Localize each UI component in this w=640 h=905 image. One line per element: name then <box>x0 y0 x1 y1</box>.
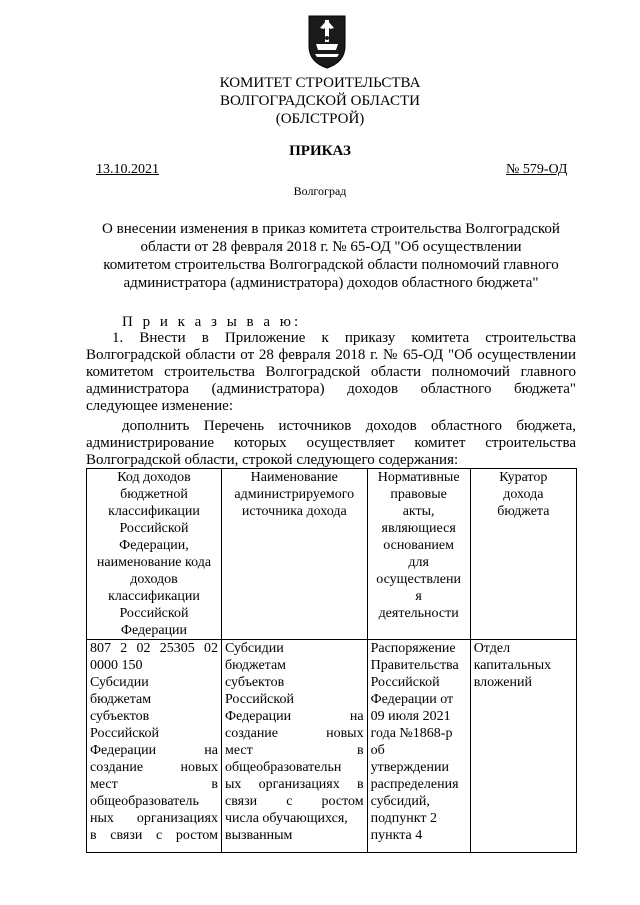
header-line: администрируемого <box>234 487 355 502</box>
cell-line: субсидий, <box>370 794 430 809</box>
cell-code <box>87 640 222 853</box>
org-abbrev: (ОБЛСТРОЙ) <box>275 111 365 127</box>
cell-line: Российской <box>90 726 159 741</box>
cell-line: ых организациях в <box>224 777 364 792</box>
cell-line: года №1868-р <box>370 726 453 741</box>
header-line: Российской <box>119 521 189 536</box>
header-line: Федерации <box>120 623 188 638</box>
header-line: правовые <box>390 487 447 502</box>
cell-line: подпункт 2 <box>370 811 438 826</box>
paragraph-line: следующее изменение: <box>86 398 234 414</box>
header-line: Российской <box>119 606 189 621</box>
cell-line: Отдел <box>473 641 511 656</box>
cell-line: вложений <box>473 675 532 690</box>
document-number: № 579-ОД <box>506 162 568 177</box>
cell-line: Федерации на <box>224 709 364 724</box>
header-line: акты, <box>402 504 435 519</box>
header-line: дохода <box>503 487 544 502</box>
header-legal-acts <box>367 469 470 640</box>
cell-line: Правительства <box>370 658 459 673</box>
cell-line: связи с ростом <box>224 794 364 809</box>
document-subject <box>96 220 566 292</box>
header-line: классификации <box>108 589 200 604</box>
header-line: осуществлени <box>376 572 461 587</box>
cell-line: субъектов <box>224 675 285 690</box>
order-word: П р и к а з ы в а ю: <box>122 314 302 330</box>
cell-line: Российской <box>224 692 294 707</box>
cell-line: Федерации на <box>90 743 218 758</box>
cell-legal-acts <box>367 640 470 853</box>
paragraph-line: дополнить Перечень источников доходов областного бюджета, <box>122 418 576 434</box>
subject-line: области от 28 февраля 2018 г. № 65-ОД "Об осуществлении <box>140 239 522 255</box>
cell-line: Субсидии <box>224 641 284 656</box>
cell-line: общеобразовательн <box>224 760 342 775</box>
cell-line: 0000 150 <box>90 658 143 673</box>
cell-line: 09 июля 2021 <box>370 709 451 724</box>
cell-line: мест в <box>90 777 218 792</box>
order-item-1 <box>86 330 576 415</box>
coat-of-arms-icon <box>306 14 348 70</box>
revenue-sources-table <box>86 468 577 853</box>
table-row <box>87 640 577 853</box>
header-curator <box>470 469 576 640</box>
cell-line: вызванным <box>224 828 293 843</box>
cell-line: Распоряжение <box>370 641 456 656</box>
order-item-2 <box>86 418 576 469</box>
header-line: Куратор <box>499 470 548 485</box>
subject-line: администратора (администратора) доходов областного бюджета" <box>123 275 539 291</box>
header-line: для <box>408 555 429 570</box>
cell-line: мест в <box>224 743 364 758</box>
cell-line: общеобразователь <box>90 794 199 809</box>
cell-line: пункта 4 <box>370 828 423 843</box>
org-name-line1: КОМИТЕТ СТРОИТЕЛЬСТВА <box>219 75 421 91</box>
cell-line: распределения <box>370 777 459 792</box>
paragraph-line: Волгоградской области, строкой следующего содержания: <box>86 452 459 468</box>
paragraph-line: комитетом строительства Волгоградской области полномочий главного <box>86 364 576 380</box>
paragraph-line: 1. Внести в Приложение к приказу комитета строительства <box>112 330 576 346</box>
cell-line: в связи с ростом <box>90 828 218 843</box>
cell-line: субъектов <box>90 709 150 724</box>
header-line: бюджетной <box>120 487 188 502</box>
header-line: Федерации, <box>119 538 189 553</box>
cell-line: Российской <box>370 675 440 690</box>
table-header-row <box>87 469 577 640</box>
header-line: я <box>415 589 422 604</box>
cell-line: числа обучающихся, <box>224 811 348 826</box>
paragraph-line: администратора (администратора) доходов областного бюджета" <box>86 381 576 397</box>
org-name-line2: ВОЛГОГРАДСКОЙ ОБЛАСТИ <box>220 93 420 109</box>
paragraph-line: администрирование которых осуществляет комитет строительства <box>86 435 576 451</box>
header-line: Нормативные <box>377 470 460 485</box>
header-line: основанием <box>383 538 455 553</box>
paragraph-line: Волгоградской области от 28 февраля 2018 г. № 65-ОД "Об осуществлении <box>86 347 576 363</box>
cell-line: бюджетам <box>90 692 152 707</box>
header-line: Код доходов <box>117 470 191 485</box>
header-code <box>87 469 222 640</box>
cell-line: об <box>370 743 385 758</box>
cell-line: бюджетам <box>224 658 287 673</box>
cell-curator <box>470 640 576 853</box>
cell-line: 807 2 02 25305 02 <box>90 641 218 656</box>
cell-line: ных организациях <box>90 811 218 826</box>
header-line: источника дохода <box>241 504 347 519</box>
cell-line: создание новых <box>224 726 364 741</box>
subject-line: комитетом строительства Волгоградской области полномочий главного <box>103 257 559 273</box>
subject-line: О внесении изменения в приказ комитета строительства Волгоградской <box>102 221 560 237</box>
header-line: являющиеся <box>381 521 456 536</box>
cell-line: создание новых <box>90 760 218 775</box>
document-type: ПРИКАЗ <box>289 143 351 159</box>
header-line: доходов <box>130 572 178 587</box>
header-line: бюджета <box>497 504 550 519</box>
document-city: Волгоград <box>293 184 347 198</box>
header-name <box>221 469 367 640</box>
header-line: классификации <box>108 504 200 519</box>
cell-line: капитальных <box>473 658 552 673</box>
cell-name <box>221 640 367 853</box>
header-line: деятельности <box>378 606 459 621</box>
header-line: наименование кода <box>96 555 212 570</box>
cell-line: Федерации от <box>370 692 454 707</box>
cell-line: утверждении <box>370 760 449 775</box>
cell-line: Субсидии <box>90 675 149 690</box>
document-date: 13.10.2021 <box>96 162 159 177</box>
header-line: Наименование <box>250 470 338 485</box>
